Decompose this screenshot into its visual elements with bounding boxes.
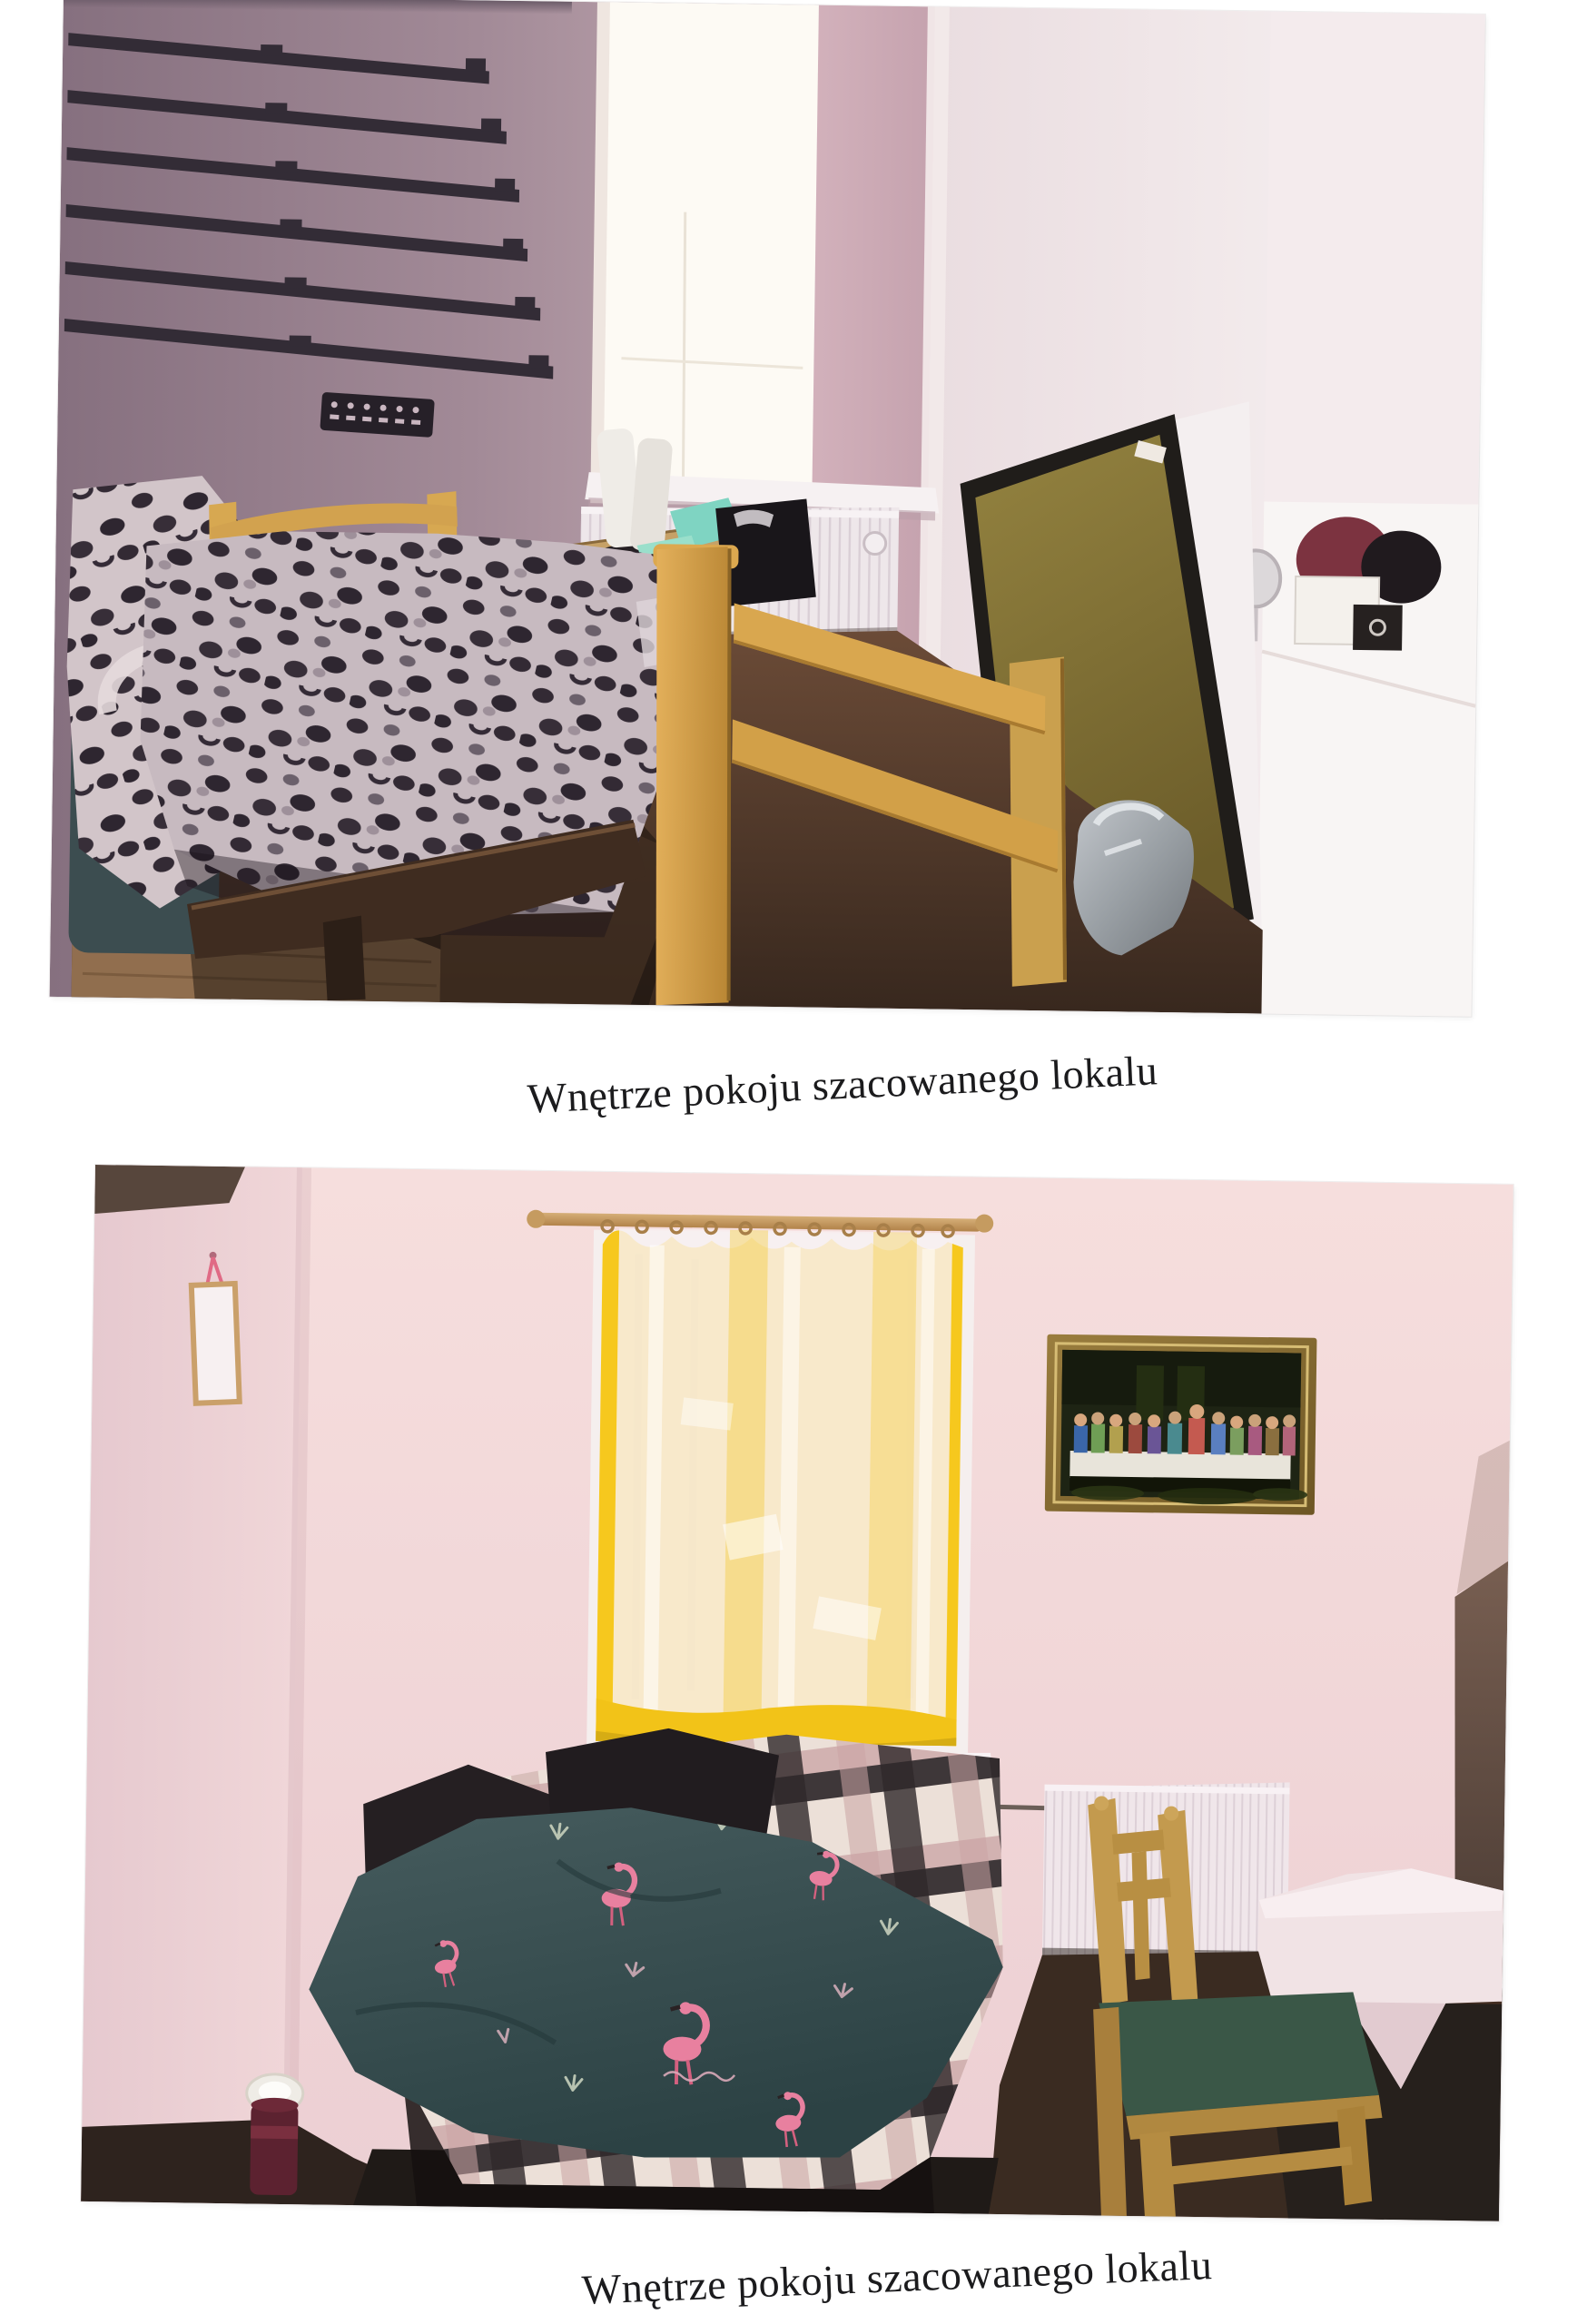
- red-container: [250, 2097, 298, 2195]
- footboard-near-post: [651, 546, 735, 1006]
- wall-mount-bracket: [320, 392, 435, 438]
- last-supper-picture: [1045, 1334, 1317, 1515]
- caption-top: Wnętrze pokoju szacowanego lokalu: [526, 1047, 1159, 1122]
- small-dark-box: [1353, 605, 1403, 651]
- supper-table: [1070, 1451, 1290, 1481]
- window-with-curtain: [586, 1228, 975, 1771]
- sheer-curtain: [612, 1228, 952, 1734]
- photo-top-room: [50, 0, 1485, 1017]
- photo-bottom-room: [81, 1165, 1513, 2221]
- white-dresser: [1257, 12, 1484, 1017]
- caption-bottom: Wnętrze pokoju szacowanego lokalu: [580, 2241, 1214, 2313]
- bed-leg: [322, 915, 367, 1001]
- radiator-valve-knob: [863, 532, 885, 554]
